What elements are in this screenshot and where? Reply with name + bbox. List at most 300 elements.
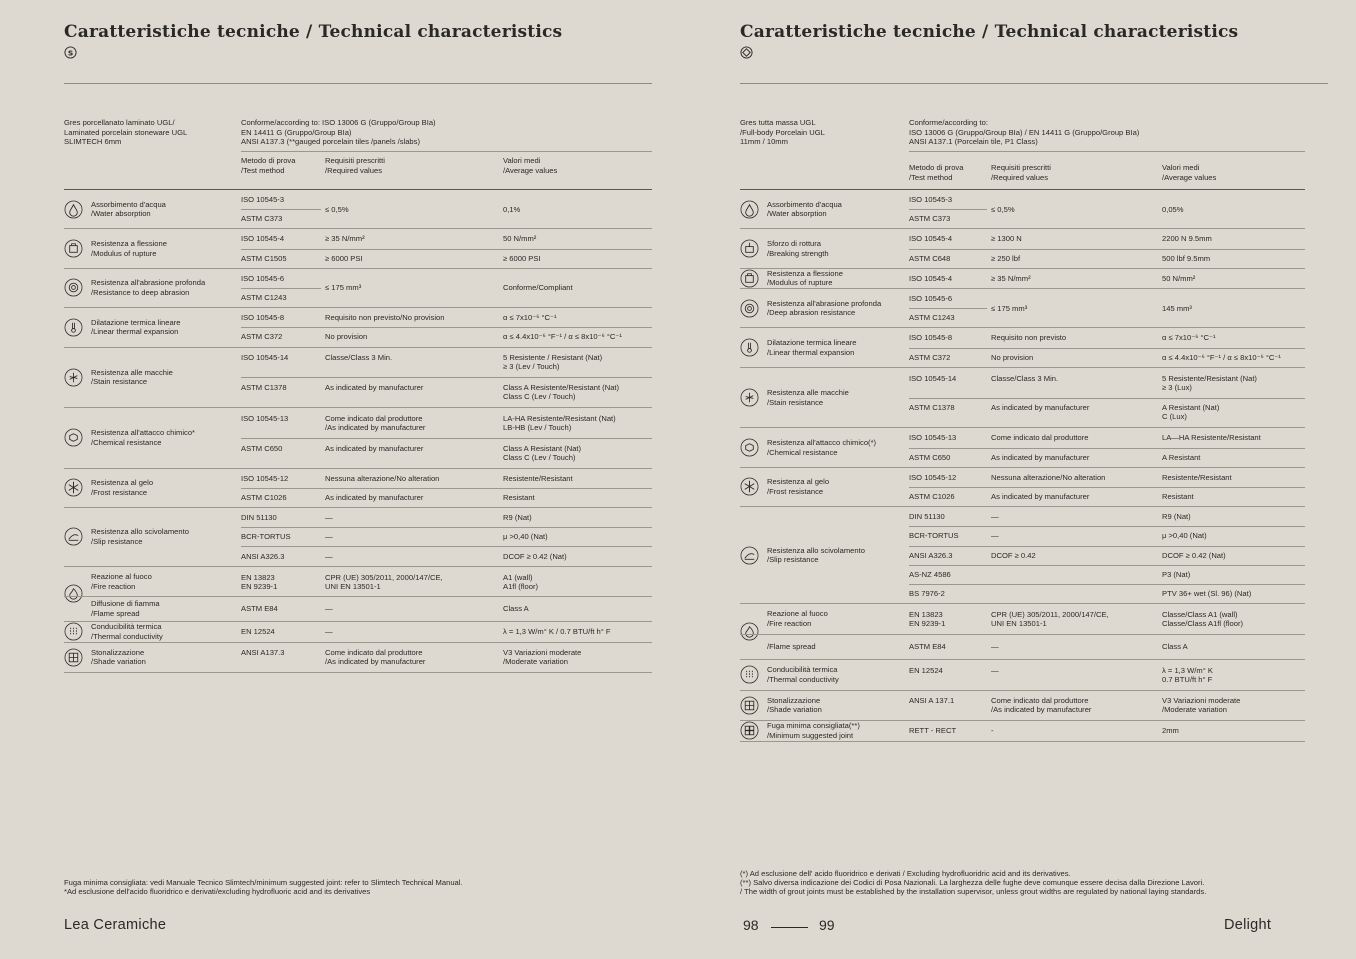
cell-text: λ = 1,3 W/m° K 0.7 BTU/ft h° F — [1162, 665, 1213, 684]
cell-method — [241, 474, 288, 483]
cell-method — [909, 333, 952, 342]
cell-text: Resistente/Resistant — [1162, 472, 1232, 482]
cell-method — [241, 214, 282, 223]
cell-required — [325, 474, 439, 483]
cell-text: ISO 10545-13 — [909, 433, 957, 443]
cell-text: CPR (UE) 305/2011, 2000/147/CE, UNI EN 13501-1 — [991, 609, 1109, 628]
cell-method — [909, 473, 956, 482]
cell-text: 50 N/mm² — [503, 234, 537, 244]
product-line: SLIMTECH 6mm — [64, 137, 122, 146]
cell-text: No provision — [325, 332, 368, 342]
property-name-line: /Slip resistance — [767, 555, 819, 565]
cell-text: ASTM C648 — [909, 253, 951, 263]
property-name-line: Resistenza al gelo — [767, 477, 830, 487]
cell-average — [503, 552, 567, 561]
cell-text: LA-HA Resistente/Resistant (Nat) LB-HB (Lev / Touch) — [503, 413, 616, 432]
cell-required — [325, 532, 333, 541]
cell-average — [503, 532, 548, 541]
cell-average — [1162, 333, 1216, 342]
cell-method — [241, 353, 288, 362]
cell-required — [325, 313, 444, 322]
cell-required — [325, 332, 367, 341]
test-row — [64, 249, 652, 268]
cell-text: — — [991, 641, 999, 651]
column-header-average — [503, 156, 557, 175]
cell-average — [503, 493, 535, 502]
property-group — [740, 428, 1305, 466]
property-name-line: Dilatazione termica lineare — [767, 338, 857, 348]
property-group — [64, 229, 652, 267]
cell-text: ISO 10545-12 — [241, 473, 289, 483]
cell-text: No provision — [991, 352, 1034, 362]
test-row — [740, 507, 1305, 526]
cell-average — [1162, 610, 1243, 628]
cell-text: ISO 10545-8 — [909, 333, 953, 343]
test-row — [740, 526, 1305, 545]
cell-text: Come indicato dal produttore — [991, 433, 1089, 443]
cell-average — [1162, 473, 1232, 482]
test-row — [64, 229, 652, 248]
cell-text: DCOF ≥ 0.42 — [991, 550, 1036, 560]
property-group — [740, 660, 1305, 690]
test-row — [64, 527, 652, 546]
column-header-line: /Required values — [991, 172, 1048, 182]
cell-text: ISO 10545-12 — [909, 472, 957, 482]
test-row — [64, 408, 652, 438]
test-row — [64, 488, 652, 507]
cell-required — [991, 453, 1089, 462]
property-name-line: /Modulus of rupture — [767, 278, 833, 288]
column-header-line: /Average values — [1162, 172, 1217, 182]
svg-text:S: S — [67, 48, 74, 58]
cell-text: Resistant — [503, 492, 535, 502]
standard-line: EN 14411 G (Gruppo/Group BIa) — [241, 127, 352, 137]
cell-required — [991, 353, 1033, 362]
test-row — [64, 438, 652, 468]
brand-name: Lea Ceramiche — [64, 917, 167, 933]
property-name-line: Resistenza all'attacco chimico(*) — [767, 438, 877, 447]
property-name-line: Resistenza alle macchie — [767, 388, 849, 398]
cell-required: ≤ 0,5% — [325, 204, 349, 214]
property-name-line: Resistenza all'abrasione profonda — [91, 278, 206, 288]
cell-text: ≥ 35 N/mm² — [325, 234, 365, 244]
cell-text: 5 Resistente/Resistant (Nat) ≥ 3 (Lux) — [1162, 373, 1257, 392]
property-group — [64, 508, 652, 566]
cell-required — [991, 374, 1058, 383]
test-row — [740, 660, 1305, 690]
property-group — [64, 622, 652, 641]
cell-text: ASTM C1505 — [241, 253, 287, 263]
cell-average — [1162, 696, 1240, 714]
cell-average — [1162, 726, 1179, 735]
column-header-line: Metodo di prova — [241, 156, 296, 165]
cell-text: ASTM C650 — [241, 443, 283, 453]
test-row — [740, 468, 1305, 487]
property-name-line: /Water absorption — [91, 209, 151, 219]
test-row — [740, 604, 1305, 634]
cell-text: ANSI A326.3 — [241, 551, 285, 561]
test-row — [64, 567, 652, 597]
cell-text: ISO 10545-8 — [241, 313, 285, 323]
cell-method — [241, 648, 284, 657]
property-name-line: Resistenza allo scivolamento — [767, 545, 865, 555]
cell-method — [241, 627, 275, 636]
cell-text: PTV 36+ wet (Sl. 96) (Nat) — [1162, 589, 1252, 598]
cell-text: Nessuna alterazione/No alteration — [991, 472, 1106, 482]
test-row — [64, 190, 652, 209]
cell-text: ISO 10545-6 — [241, 273, 285, 283]
cell-required — [991, 666, 999, 675]
cell-text: ISO 10545-6 — [909, 294, 953, 304]
cell-text: R9 (Nat) — [1162, 512, 1191, 522]
property-name-line: /Chemical resistance — [91, 437, 162, 447]
cell-text: ISO 10545-3 — [909, 195, 953, 205]
cell-text: As indicated by manufacturer — [991, 403, 1090, 413]
cell-text: ≥ 250 lbf — [991, 253, 1021, 263]
column-header-line: Valori medi — [503, 156, 541, 165]
property-group — [740, 190, 1305, 228]
cell-method — [909, 374, 956, 383]
cell-text: BCR-TORTUS — [241, 532, 291, 542]
cell-average — [503, 474, 573, 483]
right-page — [740, 0, 1328, 959]
cell-text: A Resistant — [1162, 452, 1201, 462]
footnote: (**) Salvo diversa indicazione dei Codici di Posa Nazionali. La larghezza delle fughe deve comunque essere decisa dalla Direzione Lavori. — [740, 878, 1205, 887]
property-group — [740, 328, 1305, 366]
property-name-line: /Stain resistance — [91, 377, 148, 387]
cell-required — [325, 254, 363, 263]
cell-required — [991, 642, 999, 651]
cell-average — [1162, 353, 1281, 362]
test-row — [64, 209, 652, 228]
product-description — [64, 118, 187, 147]
property-name-line: Conducibilità termica — [91, 622, 162, 632]
test-row — [740, 634, 1305, 659]
product-description — [740, 118, 825, 147]
property-name-line: /Breaking strength — [767, 248, 829, 258]
cell-method — [241, 493, 287, 502]
page-title: Caratteristiche tecniche / Technical characteristics — [740, 22, 1239, 42]
cell-method — [909, 492, 955, 501]
cell-text: α ≤ 7x10⁻⁶ °C⁻¹ — [503, 313, 557, 323]
test-row — [740, 348, 1305, 367]
cell-required — [325, 353, 392, 362]
test-row — [740, 448, 1305, 467]
cell-text: EN 13823 EN 9239-1 — [909, 609, 946, 628]
cell-text: DIN 51130 — [909, 512, 945, 522]
cell-required — [991, 492, 1089, 501]
cell-method — [909, 642, 946, 651]
cell-method — [241, 383, 287, 392]
cell-text: ASTM C1378 — [241, 383, 287, 393]
row-divider — [740, 741, 1305, 742]
column-header-method — [241, 156, 295, 175]
cell-required — [325, 573, 443, 591]
cell-required — [325, 493, 423, 502]
cell-required — [991, 551, 1036, 560]
cell-text: ASTM C1026 — [241, 492, 287, 502]
test-row — [64, 377, 652, 407]
column-header-line: /Test method — [909, 172, 953, 182]
property-name-line: Sforzo di rottura — [767, 239, 822, 249]
cell-text: DCOF ≥ 0.42 (Nat) — [1162, 550, 1226, 560]
cell-method — [241, 532, 291, 541]
cell-text: As indicated by manufacturer — [325, 443, 424, 453]
page-title: Caratteristiche tecniche / Technical characteristics — [64, 22, 563, 42]
cell-text: 2mm — [1162, 726, 1179, 736]
cell-text: α ≤ 7x10⁻⁶ °C⁻¹ — [1162, 333, 1216, 343]
cell-required — [991, 512, 999, 521]
product-line: Gres tutta massa UGL — [740, 118, 816, 127]
cell-method — [909, 589, 945, 598]
cell-text: 500 lbf 9.5mm — [1162, 253, 1211, 263]
cell-text: Come indicato dal produttore /As indicated by manufacturer — [325, 413, 426, 432]
cell-text: Nessuna alterazione/No alteration — [325, 473, 440, 483]
property-name-line: Resistenza allo scivolamento — [91, 527, 189, 537]
cell-text: Class A — [503, 604, 529, 614]
cell-text: CPR (UE) 305/2011, 2000/147/CE, UNI EN 13501-1 — [325, 572, 443, 591]
test-row — [64, 596, 652, 621]
cell-text: ASTM C373 — [241, 214, 283, 224]
footnote: *Ad esclusione dell'acido fluoridrico e derivati/excluding hydrofluoric acid and its derivatives — [64, 887, 371, 896]
cell-text: A1 (wall) A1fl (floor) — [503, 572, 539, 591]
cell-average — [503, 573, 538, 591]
s-circle-icon — [64, 46, 77, 59]
property-name-line: Conducibilità termica — [767, 665, 838, 675]
cell-average: 0,1% — [503, 204, 521, 214]
cell-method — [241, 444, 282, 453]
product-line: 11mm / 10mm — [740, 137, 788, 146]
cell-required — [325, 234, 365, 243]
cell-method — [909, 666, 943, 675]
property-group — [64, 348, 652, 408]
cell-text: Class A — [1162, 641, 1188, 651]
cell-method — [909, 195, 952, 204]
cell-text: ASTM C1378 — [909, 403, 955, 413]
cell-average — [503, 627, 611, 636]
cell-method — [241, 254, 287, 263]
cell-text: ASTM C1026 — [909, 492, 955, 501]
test-row — [64, 622, 652, 641]
cell-average — [503, 234, 536, 243]
cell-text: 5 Resistente / Resistant (Nat) ≥ 3 (Lev / Touch) — [503, 353, 603, 372]
cell-average — [1162, 374, 1257, 392]
cell-text: DIN 51130 — [241, 513, 277, 523]
cell-text: 2200 N 9.5mm — [1162, 234, 1212, 244]
cell-text: AS-NZ 4586 — [909, 569, 951, 579]
cell-average — [503, 332, 622, 341]
cell-average — [503, 444, 581, 462]
test-row — [740, 328, 1305, 347]
cell-text: LA—HA Resistente/Resistant — [1162, 433, 1261, 443]
property-group — [740, 229, 1305, 267]
cell-text: — — [325, 532, 333, 542]
property-group — [740, 721, 1305, 740]
cell-method — [909, 453, 950, 462]
property-name-line: Resistenza al gelo — [91, 478, 154, 488]
cell-text: - — [991, 726, 994, 736]
cell-average — [503, 604, 529, 613]
cell-average — [1162, 274, 1195, 283]
property-name-line: /Linear thermal expansion — [767, 347, 855, 357]
cell-text: ASTM C372 — [241, 332, 283, 342]
cell-text: ISO 10545-4 — [909, 234, 953, 244]
cell-method — [241, 293, 287, 302]
cell-required — [991, 274, 1031, 283]
cell-text: ASTM E84 — [241, 604, 278, 614]
cell-required — [991, 403, 1089, 412]
cell-text: — — [325, 513, 333, 523]
test-row — [740, 584, 1305, 603]
standard-line: ANSI A137.1 (Porcelain tile, P1 Class) — [909, 137, 1038, 146]
cell-required — [991, 234, 1022, 243]
column-header-line: Requisiti prescritti — [991, 163, 1051, 172]
cell-text: Classe/Class A1 (wall) Classe/Class A1fl (floor) — [1162, 609, 1244, 628]
cell-text: — — [991, 665, 999, 675]
cell-method — [241, 274, 284, 283]
cell-text: μ >0,40 (Nat) — [503, 532, 548, 542]
product-line: Gres porcellanato laminato UGL/ — [64, 118, 175, 127]
cell-required — [325, 513, 333, 522]
cell-required — [325, 627, 333, 636]
property-name-line: Stonalizzazione — [767, 695, 821, 705]
property-name-line: Assorbimento d'acqua — [767, 199, 842, 209]
cell-method — [909, 433, 956, 442]
product-line: Laminated porcelain stoneware UGL — [64, 127, 188, 137]
test-row — [740, 565, 1305, 584]
cell-text: Come indicato dal produttore /As indicated by manufacturer — [325, 648, 426, 667]
column-header-required — [325, 156, 385, 175]
cell-text: α ≤ 4.4x10⁻⁶ °F⁻¹ / α ≤ 8x10⁻⁶ °C⁻¹ — [503, 332, 622, 342]
cell-average — [503, 513, 532, 522]
property-name-line: Reazione al fuoco — [91, 572, 152, 581]
standard-line: ANSI A137.3 (**gauged porcelain tiles /panels /slabs) — [241, 137, 420, 146]
test-row — [740, 398, 1305, 428]
cell-average — [1162, 433, 1261, 442]
property-group — [64, 643, 652, 673]
cell-required — [325, 648, 425, 666]
cell-method — [909, 234, 952, 243]
cell-text: Classe/Class 3 Min. — [991, 373, 1059, 383]
cell-text: ASTM E84 — [909, 641, 946, 651]
column-header-method — [909, 163, 963, 182]
property-name-line: /Shade variation — [91, 657, 146, 667]
row-divider — [241, 151, 652, 152]
property-name-line: /Flame spread — [767, 641, 816, 651]
cell-text: Requisito non previsto — [991, 333, 1067, 343]
property-name-line: /Linear thermal expansion — [91, 327, 179, 337]
cell-method — [909, 403, 955, 412]
property-group — [740, 468, 1305, 506]
cell-text: Resistente/Resistant — [503, 473, 573, 483]
test-row — [64, 327, 652, 346]
column-header-average — [1162, 163, 1216, 182]
cell-required — [325, 552, 333, 561]
property-name-line: Dilatazione termica lineare — [91, 317, 181, 327]
cell-text: P3 (Nat) — [1162, 569, 1191, 579]
test-row — [64, 469, 652, 488]
cell-text: ASTM C373 — [909, 214, 951, 224]
property-name-line: /Deep abrasion resistance — [767, 308, 856, 318]
cell-method — [909, 531, 959, 540]
cell-text: — — [325, 604, 333, 614]
cell-required — [991, 473, 1105, 482]
cell-average — [1162, 512, 1191, 521]
cell-average — [1162, 642, 1188, 651]
cell-required — [325, 444, 423, 453]
cell-method — [909, 214, 950, 223]
property-name-line: /Frost resistance — [767, 486, 824, 496]
cell-text: ≥ 1300 N — [991, 234, 1022, 244]
test-row — [740, 721, 1305, 740]
cell-text: ≥ 6000 PSI — [325, 253, 363, 263]
test-row — [740, 546, 1305, 565]
property-name-line: /Resistance to deep abrasion — [91, 287, 190, 297]
property-group — [740, 691, 1305, 721]
property-name-line: Resistenza all'attacco chimico* — [91, 428, 196, 438]
cell-text: ASTM C372 — [909, 352, 951, 362]
cell-text: ASTM C1243 — [909, 313, 955, 323]
cell-text: V3 Variazioni moderate /Moderate variation — [503, 648, 582, 667]
cell-text: As indicated by manufacturer — [991, 492, 1090, 501]
cell-method — [241, 513, 277, 522]
cell-average — [1162, 589, 1251, 598]
cell-average — [1162, 254, 1210, 263]
cell-text: As indicated by manufacturer — [325, 383, 424, 393]
standard-line: Conforme/according to: — [909, 118, 988, 127]
property-group — [64, 308, 652, 346]
cell-required — [991, 433, 1089, 442]
test-row — [64, 643, 652, 673]
cell-method — [241, 332, 282, 341]
cell-average — [1162, 570, 1190, 579]
cell-text: As indicated by manufacturer — [325, 492, 424, 502]
property-group — [64, 567, 652, 622]
cell-text: ISO 10545-4 — [241, 234, 285, 244]
cell-text: A Resistant (Nat) C (Lux) — [1162, 403, 1220, 422]
property-name-line: /Stain resistance — [767, 397, 824, 407]
property-name-line: Diffusione di fiamma — [91, 599, 160, 609]
test-row — [64, 508, 652, 527]
cell-text: Resistant — [1162, 492, 1194, 501]
cell-method — [909, 274, 952, 283]
cell-average — [1162, 453, 1200, 462]
footnote: / The width of grout joints must be established by the installation supervisor, unless grout widths are regulated by national laying standards. — [740, 887, 1207, 896]
cell-text: BCR-TORTUS — [909, 531, 959, 541]
cell-method — [909, 696, 954, 705]
cell-text: Class A Resistente/Resistant (Nat) Class C (Lev / Touch) — [503, 383, 620, 402]
property-name-line: /Thermal conductivity — [767, 674, 839, 684]
cell-text: ISO 10545-14 — [909, 373, 957, 383]
footnote: (*) Ad esclusione dell' acido fluoridrico e derivati / Excluding hydrofluoridric acid and its derivatives. — [740, 869, 1071, 878]
page-number: 99 — [819, 917, 835, 933]
cell-method — [241, 414, 288, 423]
cell-required — [325, 604, 333, 613]
cell-text: Come indicato dal produttore /As indicated by manufacturer — [991, 696, 1092, 715]
test-row — [740, 229, 1305, 248]
cell-text: Classe/Class 3 Min. — [325, 353, 393, 363]
cell-required — [991, 531, 999, 540]
property-group — [740, 604, 1305, 659]
cell-average — [1162, 666, 1213, 684]
test-row — [740, 691, 1305, 721]
cell-text: R9 (Nat) — [503, 513, 532, 523]
title-divider — [64, 83, 652, 84]
cell-text: ≥ 35 N/mm² — [991, 273, 1031, 283]
cell-text: — — [325, 551, 333, 561]
product-line: /Full-body Porcelain UGL — [740, 127, 825, 137]
cell-required: ≤ 175 mm³ — [325, 283, 362, 293]
